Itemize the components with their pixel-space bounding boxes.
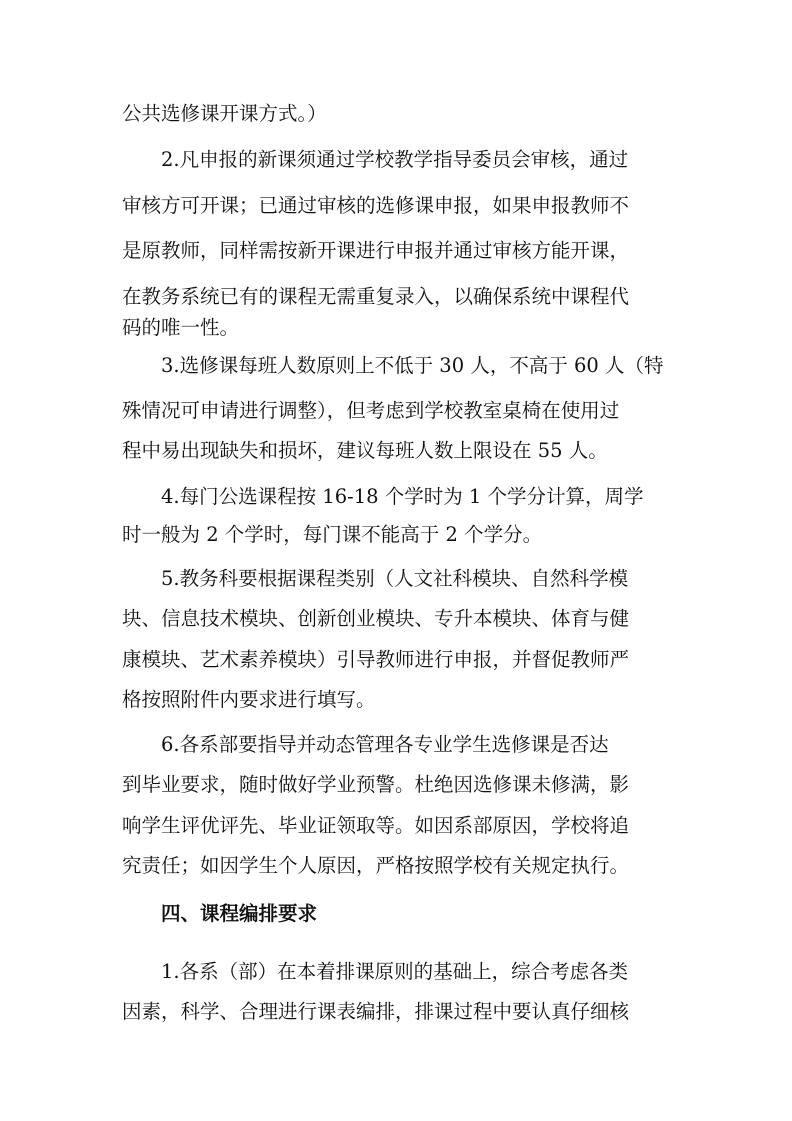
text-line: 因素，科学、合理进行课表编排，排课过程中要认真仔细核 <box>122 1000 630 1023</box>
text-line: 究责任；如因学生个人原因，严格按照学校有关规定执行。 <box>122 854 630 877</box>
text-line: 殊情况可申请进行调整），但考虑到学校教室桌椅在使用过 <box>122 399 620 422</box>
paragraph-section4-1-start: 1.各系（部）在本着排课原则的基础上，综合考虑各类 <box>161 960 629 983</box>
text-line: 格按照附件内要求进行填写。 <box>122 688 376 711</box>
paragraph-2-start: 2.凡申报的新课须通过学校教学指导委员会审核，通过 <box>161 148 629 171</box>
text-line: 康模块、艺术素养模块）引导教师进行申报，并督促教师严 <box>122 648 630 671</box>
section-heading: 四、课程编排要求 <box>161 902 318 925</box>
text-line: 响学生评优评先、毕业证领取等。如因系部原因，学校将追 <box>122 814 630 837</box>
text-line: 是原教师，同样需按新开课进行申报并通过审核方能开课， <box>122 239 630 262</box>
paragraph-3-start: 3.选修课每班人数原则上不低于 30 人，不高于 60 人（特 <box>161 354 664 377</box>
text-line: 块、信息技术模块、创新创业模块、专升本模块、体育与健 <box>122 607 630 630</box>
text-line: 程中易出现缺失和损坏，建议每班人数上限设在 55 人。 <box>122 439 608 462</box>
text-line: 码的唯一性。 <box>122 316 240 339</box>
text-line: 时一般为 2 个学时，每门课不能高于 2 个学分。 <box>122 523 543 546</box>
text-line: 在教务系统已有的课程无需重复录入，以确保系统中课程代 <box>122 285 630 308</box>
paragraph-5-start: 5.教务科要根据课程类别（人文社科模块、自然科学模 <box>161 567 629 590</box>
text-line: 审核方可开课；已通过审核的选修课申报，如果申报教师不 <box>122 194 630 217</box>
paragraph-4-start: 4.每门公选课程按 16-18 个学时为 1 个学分计算，周学 <box>161 485 644 508</box>
paragraph-6-start: 6.各系部要指导并动态管理各专业学生选修课是否达 <box>161 733 609 756</box>
text-line: 到毕业要求，随时做好学业预警。杜绝因选修课未修满，影 <box>122 773 630 796</box>
text-line: 公共选修课开课方式。） <box>122 102 327 125</box>
